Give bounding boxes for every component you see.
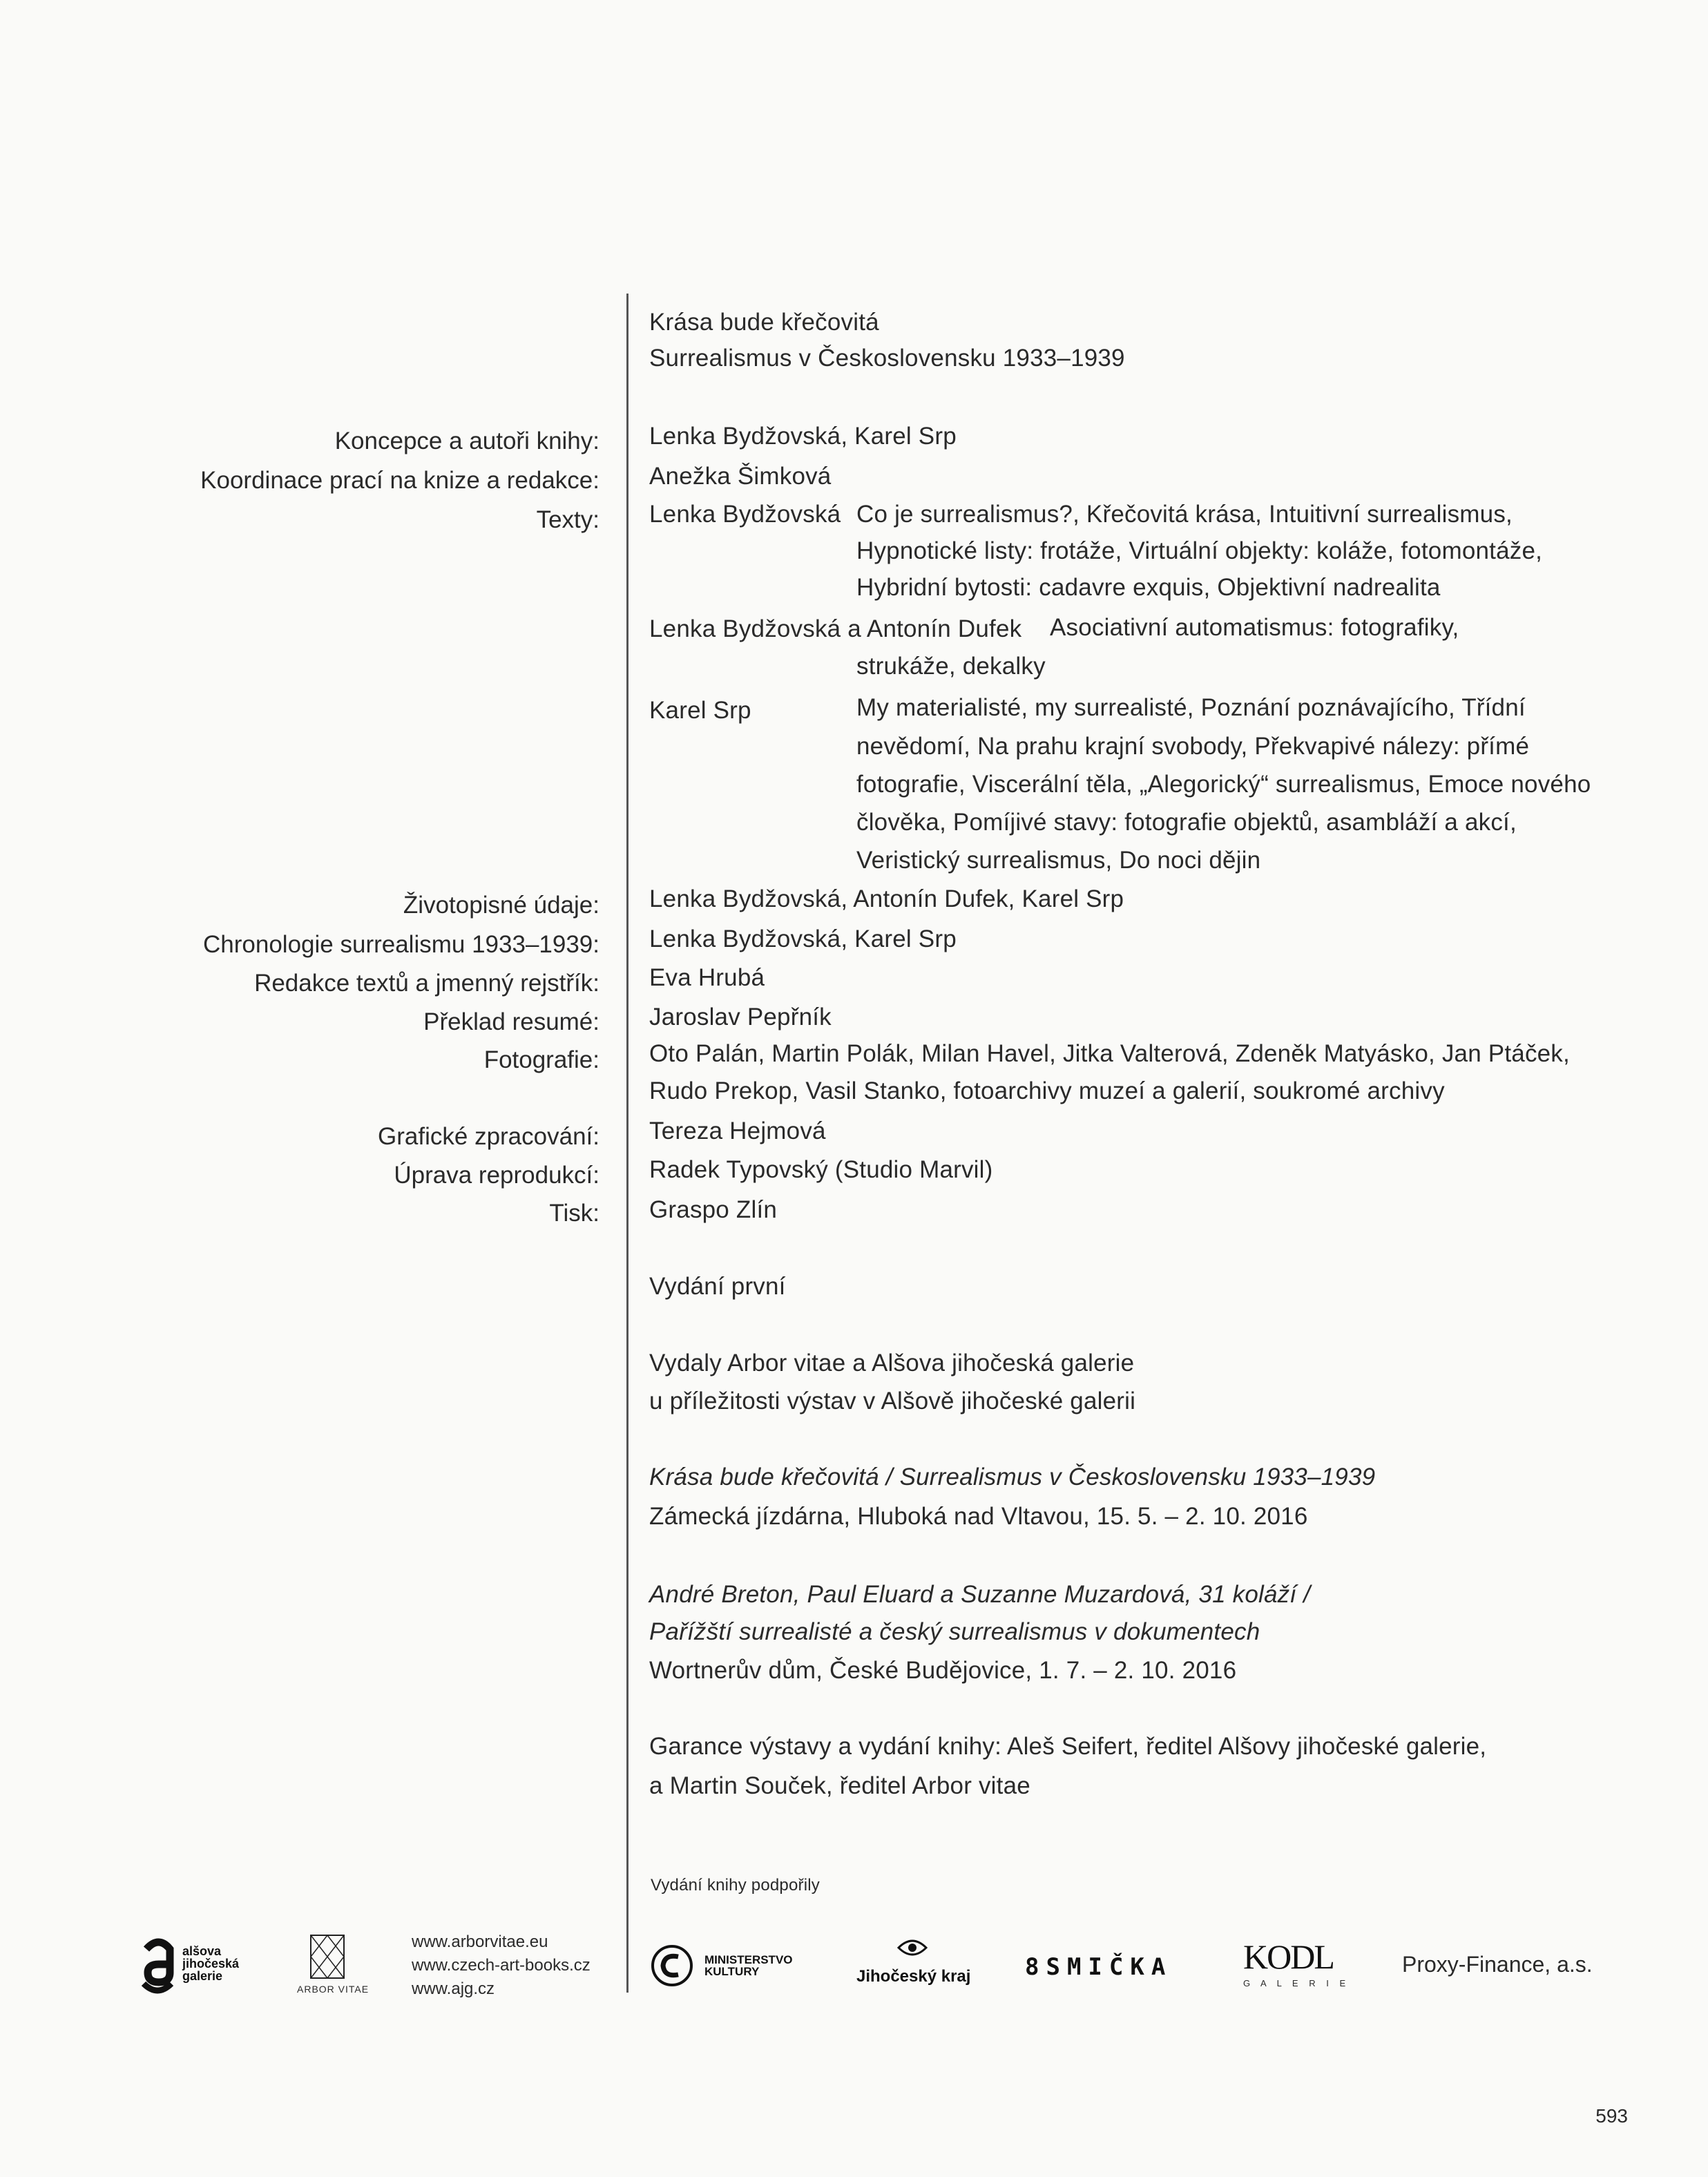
credit-value: Graspo Zlín	[649, 1196, 778, 1223]
ajg-logo-line: jihočeská	[182, 1957, 240, 1970]
page-number: 593	[1595, 2105, 1628, 2127]
arbor-vitae-logo	[290, 1934, 370, 2003]
edition: Vydání první	[649, 1273, 786, 1300]
texts-line: nevědomí, Na prahu krajní svobody, Překvapivé nálezy: přímé	[856, 733, 1530, 760]
credit-label: Úprava reprodukcí:	[394, 1162, 599, 1189]
ajg-logo-line: galerie	[182, 1969, 223, 1983]
exhibition-title: Pařížští surrealisté a český surrealismus v dokumentech	[649, 1618, 1260, 1645]
ministry-text: KULTURY	[704, 1965, 760, 1978]
proxy-finance-logo: Proxy-Finance, a.s.	[1402, 1952, 1593, 1977]
exhibition-venue: Zámecká jízdárna, Hluboká nad Vltavou, 15. 5. – 2. 10. 2016	[649, 1503, 1308, 1530]
support-label: Vydání knihy podpořily	[651, 1876, 820, 1895]
kodl-subtext: G A L E R I E	[1243, 1978, 1350, 1988]
credit-label: Tisk:	[549, 1200, 599, 1227]
ajg-logo	[138, 1934, 242, 1996]
arbor-vitae-mark-icon	[309, 1934, 345, 1979]
credit-value: Lenka Bydžovská, Karel Srp	[649, 926, 957, 952]
exhibition-title: Krása bude křečovitá / Surrealismus v Československu 1933–1939	[649, 1464, 1376, 1490]
book-subtitle: Surrealismus v Československu 1933–1939	[649, 345, 1125, 372]
credit-label: Texty:	[536, 506, 599, 533]
credit-value: Lenka Bydžovská, Antonín Dufek, Karel Srp	[649, 885, 1124, 912]
texts-line: Co je surrealismus?, Křečovitá krása, Intuitivní surrealismus,	[856, 501, 1513, 528]
exhibition-title: André Breton, Paul Eluard a Suzanne Muzardová, 31 koláží /	[649, 1581, 1311, 1608]
texts-line: My materialisté, my surrealisté, Poznání poznávajícího, Třídní	[856, 694, 1526, 721]
credit-value: Oto Palán, Martin Polák, Milan Havel, Jitka Valterová, Zdeněk Matyásko, Jan Ptáček,	[649, 1040, 1570, 1067]
texts-author: Lenka Bydžovská	[649, 501, 841, 528]
texts-line: fotografie, Viscerální těla, „Alegorický“ surrealismus, Emoce nového	[856, 771, 1591, 798]
vertical-rule	[626, 294, 628, 1993]
texts-line: Hypnotické listy: frotáže, Virtuální objekty: koláže, fotomontáže,	[856, 537, 1543, 564]
texts-author: Lenka Bydžovská a Antonín Dufek	[649, 615, 1022, 642]
credit-value: Eva Hrubá	[649, 964, 765, 991]
credit-value: Radek Typovský (Studio Marvil)	[649, 1156, 993, 1183]
website-link[interactable]: www.arborvitae.eu	[412, 1933, 548, 1951]
kodl-logo	[1243, 1939, 1354, 1995]
website-link[interactable]: www.czech-art-books.cz	[412, 1956, 591, 1975]
websites	[412, 1930, 591, 2001]
osmicka-logo: 8SMIČKA	[1025, 1953, 1173, 1981]
exhibition-venue: Wortnerův dům, České Budějovice, 1. 7. – 2. 10. 2016	[649, 1657, 1237, 1684]
texts-line: Hybridní bytosti: cadavre exquis, Objektivní nadrealita	[856, 574, 1441, 601]
credit-label: Chronologie surrealismu 1933–1939:	[203, 931, 599, 958]
region-text: Jihočeský kraj	[856, 1967, 971, 1986]
credit-label: Koncepce a autoři knihy:	[334, 428, 599, 454]
region-logo	[856, 1934, 974, 1996]
credit-value: Jaroslav Pepřník	[649, 1004, 832, 1030]
guarantee-line: Garance výstavy a vydání knihy: Aleš Seifert, ředitel Alšovy jihočeské galerie,	[649, 1733, 1487, 1760]
arbor-vitae-text: ARBOR VITAE	[297, 1984, 370, 1995]
texts-line: Veristický surrealismus, Do noci dějin	[856, 847, 1261, 874]
credit-label: Překlad resumé:	[423, 1008, 599, 1035]
texts-author: Karel Srp	[649, 697, 751, 724]
texts-line: strukáže, dekalky	[856, 653, 1046, 680]
credit-value: Lenka Bydžovská, Karel Srp	[649, 423, 957, 450]
texts-line: člověka, Pomíjivé stavy: fotografie objektů, asambláží a akcí,	[856, 809, 1517, 836]
ministry-text: MINISTERSTVO	[704, 1953, 793, 1966]
credit-label: Redakce textů a jmenný rejstřík:	[254, 970, 599, 997]
texts-line: Asociativní automatismus: fotografiky,	[1050, 614, 1459, 641]
region-emblem-icon	[895, 1934, 930, 1962]
credit-label: Grafické zpracování:	[378, 1123, 599, 1150]
ministry-of-culture-logo	[651, 1944, 809, 1993]
credit-value: Tereza Hejmová	[649, 1118, 826, 1144]
credit-label: Životopisné údaje:	[403, 892, 599, 919]
credit-label: Koordinace prací na knize a redakce:	[200, 467, 599, 494]
publishers-line: Vydaly Arbor vitae a Alšova jihočeská galerie	[649, 1350, 1135, 1377]
ajg-logo-line: alšova	[182, 1944, 222, 1958]
ajg-mark-icon	[138, 1934, 180, 1996]
kodl-text: KODL	[1243, 1937, 1334, 1976]
website-link[interactable]: www.ajg.cz	[412, 1979, 495, 1998]
guarantee-line: a Martin Souček, ředitel Arbor vitae	[649, 1772, 1030, 1799]
credit-value: Rudo Prekop, Vasil Stanko, fotoarchivy muzeí a galerií, soukromé archivy	[649, 1077, 1445, 1104]
ministry-emblem-icon	[651, 1944, 693, 1987]
credit-value: Anežka Šimková	[649, 463, 832, 490]
publishers-line: u příležitosti výstav v Alšově jihočeské galerii	[649, 1388, 1136, 1414]
book-title: Krása bude křečovitá	[649, 309, 879, 336]
credit-label: Fotografie:	[483, 1046, 599, 1073]
